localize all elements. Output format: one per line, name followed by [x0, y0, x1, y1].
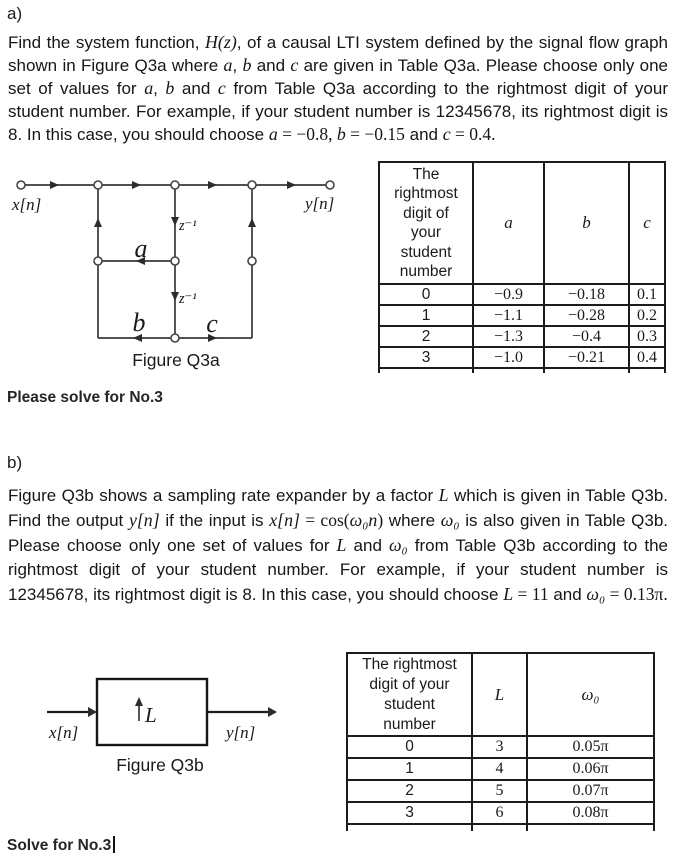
table-cell: −1.3	[473, 326, 544, 347]
gain-c-label: c	[206, 309, 218, 338]
table-header-cell: b	[544, 162, 629, 284]
table-header-cell: The rightmost digit of your student number	[379, 162, 473, 284]
output-signal-label: y[n]	[226, 723, 256, 742]
problem-a-text: Find the system function, H(z), of a causal LTI system defined by the signal flow graph shown in Figure Q3a where a, b and c are given in Table Q3a. Please choose only one set of values for a, b and c from Table Q3a according to the rightmost digit of your student number. For example, if your student number is 12345678, its rightmost digit is 8. In this case, you should choose a = −0.8, b = −0.15 and c = 0.4.	[8, 32, 669, 144]
table-cell: −0.21	[544, 347, 629, 368]
expander-block-diagram	[40, 653, 292, 778]
delay-label-2: z⁻¹	[179, 291, 197, 307]
arrowhead-out	[268, 707, 277, 717]
table-header-cell: L	[472, 653, 527, 736]
table-header-row	[379, 162, 665, 284]
table-cell: 0.4	[629, 347, 665, 368]
table-cell: 1	[347, 758, 472, 780]
solve-note-a	[7, 389, 163, 407]
expander-factor-label: L	[145, 703, 157, 727]
table-cell: 0.06π	[527, 758, 654, 780]
figure-q3a-caption: Figure Q3a	[132, 350, 220, 370]
table-cell: 3	[472, 736, 527, 758]
table-cell: 5	[472, 780, 527, 802]
gain-a-label: a	[134, 234, 148, 263]
solve-note-b-text: Solve for No.3	[7, 837, 112, 854]
table-cell: 1	[379, 305, 473, 326]
table-row	[379, 305, 665, 326]
table-q3b-container	[346, 652, 657, 831]
table-cell: 6	[472, 802, 527, 824]
table-row	[347, 780, 654, 802]
table-q3b	[346, 652, 655, 831]
section-b-label: b)	[7, 453, 23, 472]
arrowhead-in	[88, 707, 97, 717]
table-cell: −1.1	[473, 305, 544, 326]
table-row	[379, 347, 665, 368]
gain-b-label: b	[132, 308, 146, 337]
solve-note-b	[7, 836, 115, 855]
table-q3a-container	[378, 161, 670, 373]
solve-note-a-text: Please solve for No.3	[7, 389, 163, 406]
table-row	[379, 284, 665, 305]
input-signal-label: x[n]	[49, 723, 79, 742]
table-row	[347, 736, 654, 758]
table-cell: 0	[379, 284, 473, 305]
table-cell: −0.18	[544, 284, 629, 305]
table-q3a	[378, 161, 666, 373]
table-cell: 2	[347, 780, 472, 802]
table-cell: −0.4	[544, 326, 629, 347]
figure-q3b	[40, 653, 292, 783]
input-signal-label: x[n]	[12, 195, 42, 214]
table-cell: −0.28	[544, 305, 629, 326]
table-cell: 3	[347, 802, 472, 824]
table-cell: 3	[379, 347, 473, 368]
table-cell: −1.0	[473, 347, 544, 368]
table-cell: 0.05π	[527, 736, 654, 758]
table-cell: 0.07π	[527, 780, 654, 802]
table-row	[347, 802, 654, 824]
table-row	[347, 758, 654, 780]
table-row	[379, 326, 665, 347]
problem-b-text: Figure Q3b shows a sampling rate expander by a factor L which is given in Table Q3b. Find the output y[n] if the input is x[n] = cos(ω₀n) where ω₀ is also given in Table Q3b. Please choose only one set of values for L and ω₀ from Table Q3b according to the rightmost digit of your student number. For example, if your student number is 12345678, its rightmost digit is 8. In this case, you should choose L = 11 and ω₀ = 0.13π.	[8, 485, 669, 604]
table-header-cell: ω₀	[527, 653, 654, 736]
table-cell: 0.2	[629, 305, 665, 326]
figure-q3b-caption: Figure Q3b	[116, 755, 204, 775]
table-row-clipped	[347, 824, 654, 831]
table-cell: 0.3	[629, 326, 665, 347]
signal-flow-graph	[8, 176, 353, 374]
output-signal-label: y[n]	[305, 194, 335, 213]
table-cell: 2	[379, 326, 473, 347]
table-cell: −0.9	[473, 284, 544, 305]
figure-q3a	[8, 176, 353, 379]
table-header-cell: a	[473, 162, 544, 284]
table-cell: 4	[472, 758, 527, 780]
table-row-clipped	[379, 368, 665, 373]
table-header-cell: The rightmost digit of your student number	[347, 653, 472, 736]
delay-label-1: z⁻¹	[179, 218, 197, 234]
table-header-row	[347, 653, 654, 736]
section-a-label: a)	[7, 4, 23, 23]
text-cursor	[113, 836, 115, 853]
table-header-cell: c	[629, 162, 665, 284]
table-cell: 0.1	[629, 284, 665, 305]
table-cell: 0.08π	[527, 802, 654, 824]
table-cell: 0	[347, 736, 472, 758]
